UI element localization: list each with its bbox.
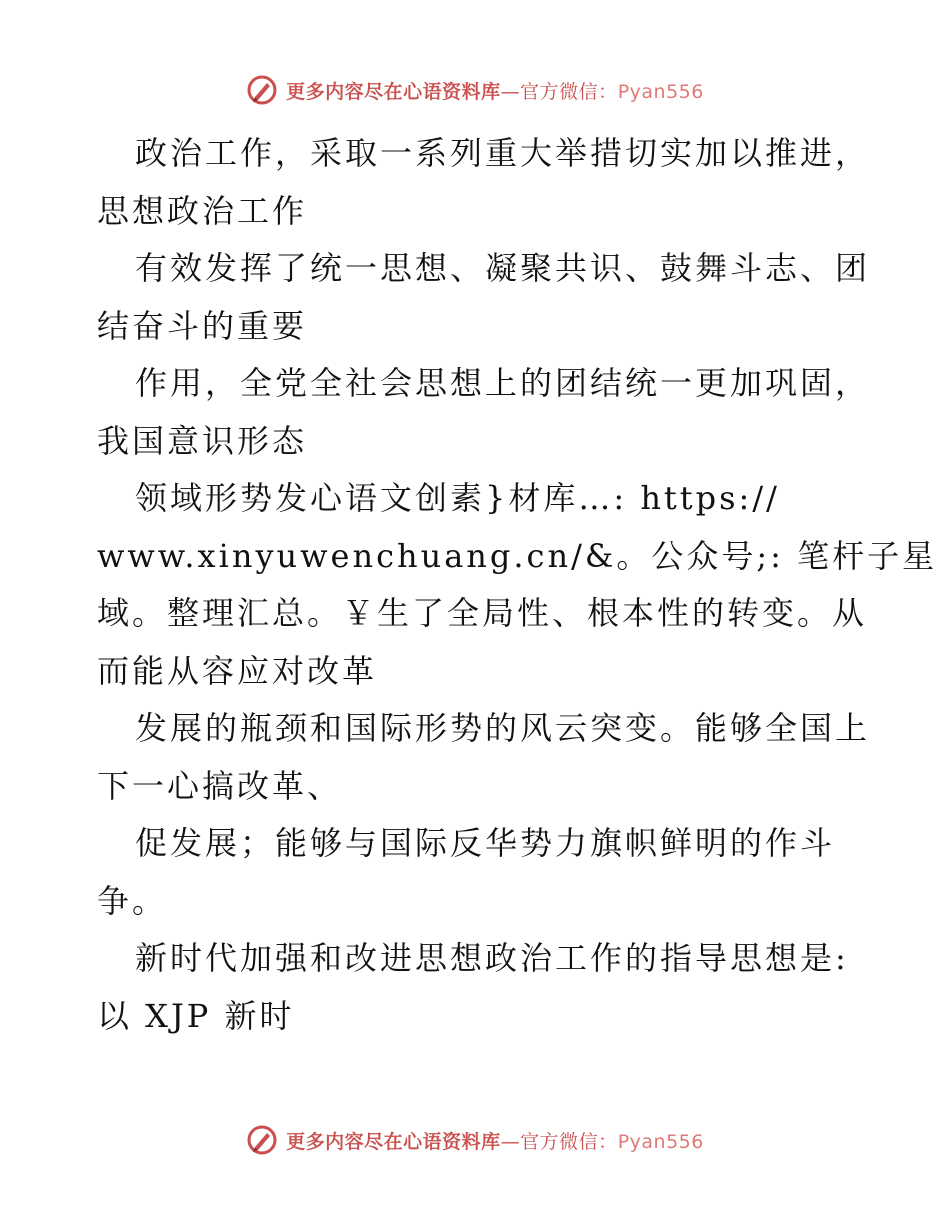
text-line: 思想政治工作 [97, 191, 308, 230]
text-line: 作用，全党全社会思想上的团结统一更加巩固， [135, 364, 871, 402]
watermark-main: 更多内容尽在心语资料库 [286, 80, 501, 103]
text-line: 以 XJP 新时 [97, 996, 295, 1035]
watermark-main: 更多内容尽在心语资料库 [286, 1130, 501, 1153]
text-line: 而能从容应对改革 [97, 651, 378, 690]
text-line: 域。整理汇总。￥生了全局性、根本性的转变。从 [97, 594, 868, 632]
text-line: 新时代加强和改进思想政治工作的指导思想是: [135, 939, 849, 977]
watermark-dash: — [500, 1130, 521, 1153]
text-line: 争。 [97, 881, 168, 920]
footer-watermark [0, 1120, 950, 1160]
watermark-handle: Pyan556 [617, 1130, 704, 1153]
watermark-dash: — [500, 80, 521, 103]
text-line: 促发展；能够与国际反华势力旗帜鲜明的作斗 [135, 824, 836, 862]
pen-logo-icon [246, 1124, 278, 1156]
text-line: 领域形势发心语文创素}材库…: https:// [135, 479, 780, 517]
watermark-text [286, 1127, 704, 1154]
watermark-handle: Pyan556 [617, 80, 704, 103]
document-body [97, 125, 938, 1045]
text-line: 发展的瓶颈和国际形势的风云突变。能够全国上 [135, 709, 871, 747]
pen-logo-icon [246, 74, 278, 106]
text-line: 我国意识形态 [97, 421, 308, 460]
watermark-text [286, 77, 704, 104]
watermark-label: 官方微信： [520, 80, 618, 103]
text-line: www.xinyuwenchuang.cn/&。公众号;: 笔杆子星 [97, 536, 938, 575]
watermark-label: 官方微信： [520, 1130, 618, 1153]
text-line: 结奋斗的重要 [97, 306, 308, 345]
header-watermark [0, 70, 950, 110]
text-line: 有效发挥了统一思想、凝聚共识、鼓舞斗志、团 [135, 249, 871, 287]
text-line: 下一心搞改革、 [97, 766, 343, 805]
text-line: 政治工作，采取一系列重大举措切实加以推进， [135, 134, 871, 172]
